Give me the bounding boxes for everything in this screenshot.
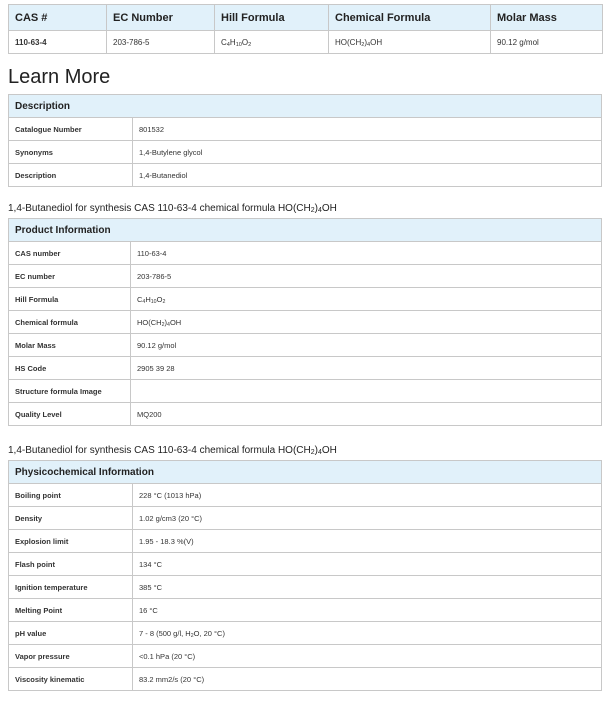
row-label: pH value [9, 622, 133, 645]
row-value: 2905 39 28 [131, 357, 602, 380]
row-value-chemical-formula: $HO(CH_2)_4OH$ [131, 311, 602, 334]
row-label: Melting Point [9, 599, 133, 622]
row-value: 1,4-Butylene glycol [133, 141, 602, 164]
row-value: 90.12 g/mol [131, 334, 602, 357]
table-row [9, 242, 602, 265]
summary-header-row [9, 5, 603, 31]
header-cas: CAS # [9, 5, 107, 31]
table-row [9, 380, 602, 403]
row-label: CAS number [9, 242, 131, 265]
table-row [9, 265, 602, 288]
table-row [9, 118, 602, 141]
row-label: Catalogue Number [9, 118, 133, 141]
table-row [9, 599, 602, 622]
product-information-table [8, 218, 602, 426]
summary-table [8, 4, 603, 54]
row-label: Explosion limit [9, 530, 133, 553]
row-value: 134 °C [133, 553, 602, 576]
table-row [9, 668, 602, 691]
row-label: Description [9, 164, 133, 187]
table-row [9, 576, 602, 599]
header-hill-formula: Hill Formula [215, 5, 329, 31]
row-value: 801532 [133, 118, 602, 141]
row-label: Hill Formula [9, 288, 131, 311]
table-row [9, 645, 602, 668]
table-row [9, 622, 602, 645]
table-row [9, 288, 602, 311]
summary-chemical-value: $HO(CH_2)_4OH$ [329, 31, 491, 54]
row-label: Ignition temperature [9, 576, 133, 599]
row-value: 16 °C [133, 599, 602, 622]
table-row [9, 311, 602, 334]
header-ec-number: EC Number [107, 5, 215, 31]
row-value: <0.1 hPa (20 °C) [133, 645, 602, 668]
table-row [9, 553, 602, 576]
row-label: Viscosity kinematic [9, 668, 133, 691]
table-row [9, 141, 602, 164]
row-value-ph: 7 - 8 (500 g/l, $H_2O$, 20 °C) [133, 622, 602, 645]
summary-value-row [9, 31, 603, 54]
summary-cas-value: 110-63-4 [9, 31, 107, 54]
summary-hill-value: $C_4H_{10}O_2$ [215, 31, 329, 54]
row-label: EC number [9, 265, 131, 288]
row-value: 228 °C (1013 hPa) [133, 484, 602, 507]
row-label: Synonyms [9, 141, 133, 164]
description-heading: Description [9, 95, 602, 118]
row-label: Structure formula Image [9, 380, 131, 403]
row-value: 1.95 - 18.3 %(V) [133, 530, 602, 553]
physicochemical-information-heading: Physicochemical Information [9, 461, 602, 484]
table-row [9, 530, 602, 553]
summary-ec-value: 203-786-5 [107, 31, 215, 54]
row-label: Boiling point [9, 484, 133, 507]
row-value-hill-formula: $C_4H_{10}O_2$ [131, 288, 602, 311]
row-value: 1,4-Butanediol [133, 164, 602, 187]
row-label: Flash point [9, 553, 133, 576]
product-information-heading: Product Information [9, 219, 602, 242]
product-caption: 1,4-Butanediol for synthesis CAS 110-63-4 chemical formula $HO(CH_2)_4OH$ [8, 445, 337, 456]
summary-molar-value: 90.12 g/mol [491, 31, 603, 54]
row-label: HS Code [9, 357, 131, 380]
description-table [8, 94, 602, 187]
product-caption: 1,4-Butanediol for synthesis CAS 110-63-4 chemical formula $HO(CH_2)_4OH$ [8, 203, 337, 214]
table-row [9, 164, 602, 187]
header-molar-mass: Molar Mass [491, 5, 603, 31]
table-row [9, 403, 602, 426]
row-label: Chemical formula [9, 311, 131, 334]
table-row [9, 484, 602, 507]
row-label: Vapor pressure [9, 645, 133, 668]
table-row [9, 507, 602, 530]
row-value: 1.02 g/cm3 (20 °C) [133, 507, 602, 530]
row-label: Molar Mass [9, 334, 131, 357]
row-label: Density [9, 507, 133, 530]
table-row [9, 334, 602, 357]
header-chemical-formula: Chemical Formula [329, 5, 491, 31]
row-value: 83.2 mm2/s (20 °C) [133, 668, 602, 691]
physicochemical-information-table [8, 460, 602, 691]
row-value [131, 380, 602, 403]
table-row [9, 357, 602, 380]
row-value: 203-786-5 [131, 265, 602, 288]
row-value: 110-63-4 [131, 242, 602, 265]
learn-more-heading: Learn More [8, 66, 111, 88]
row-label: Quality Level [9, 403, 131, 426]
row-value: MQ200 [131, 403, 602, 426]
row-value: 385 °C [133, 576, 602, 599]
